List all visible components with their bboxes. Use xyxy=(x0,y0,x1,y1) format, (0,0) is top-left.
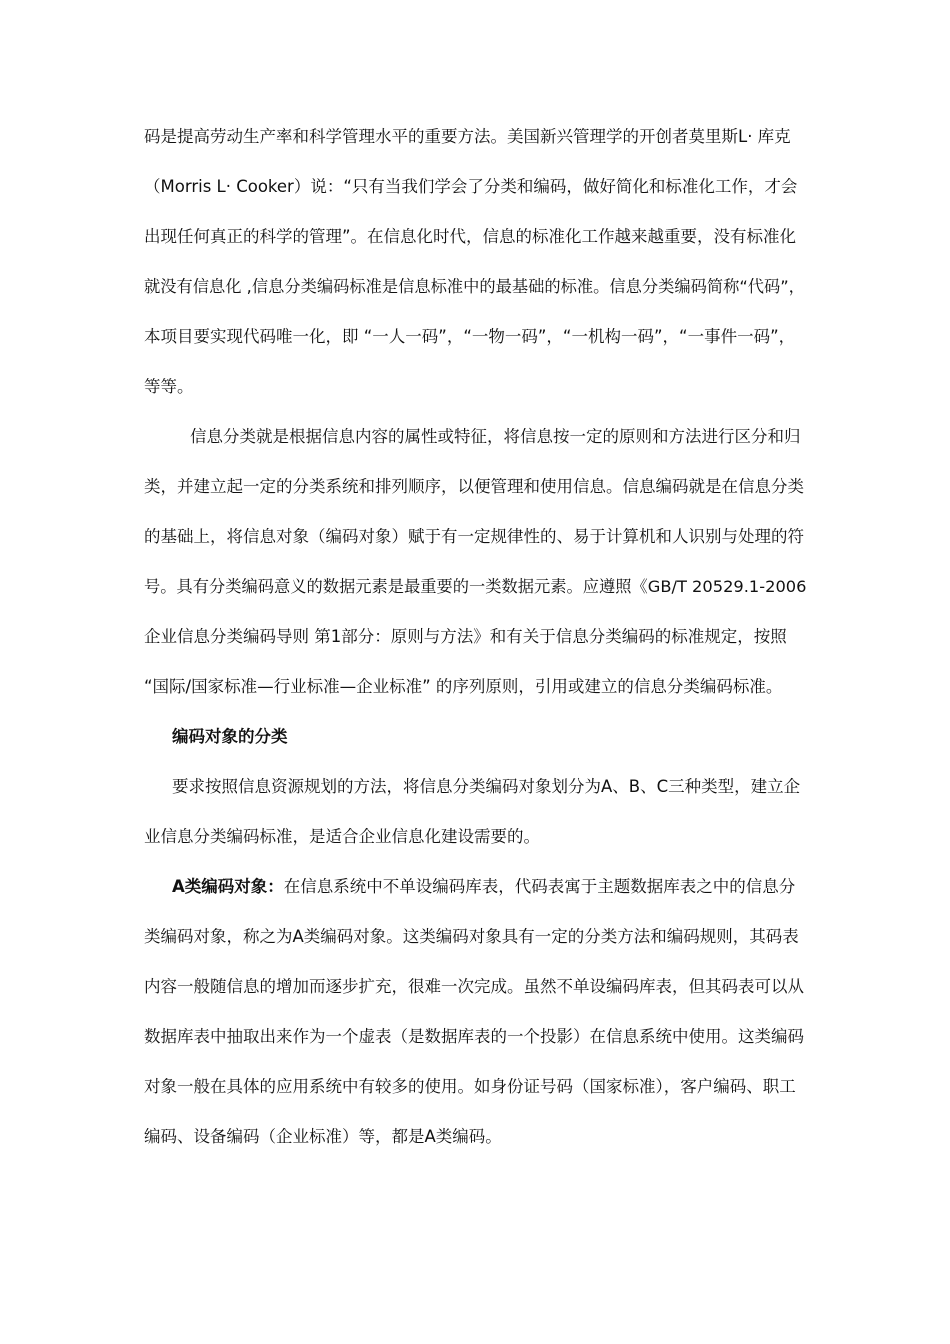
para2-line-5: 企业信息分类编码导则 第1部分：原则与方法》和有关于信息分类编码的标准规定，按照 xyxy=(144,627,787,646)
para2-line-2: 类，并建立起一定的分类系统和排列顺序，以便管理和使用信息。信息编码就是在信息分类 xyxy=(144,477,804,496)
para1-line-3: 出现任何真正的科学的管理”。在信息化时代，信息的标准化工作越来越重要，没有标准化 xyxy=(144,227,797,246)
para4-line-6: 编码、设备编码（企业标准）等，都是A类编码。 xyxy=(144,1127,502,1146)
para4-line-3: 内容一般随信息的增加而逐步扩充，很难一次完成。虽然不单设编码库表，但其码表可以从 xyxy=(144,977,804,996)
para1-line-1: 码是提高劳动生产率和科学管理水平的重要方法。美国新兴管理学的开创者莫里斯L· 库克 xyxy=(144,127,791,146)
para1-line-4: 就没有信息化 ,信息分类编码标准是信息标准中的最基础的标准。信息分类编码简称“代码”， xyxy=(144,277,805,296)
para4-line-4: 数据库表中抽取出来作为一个虚表（是数据库表的一个投影）在信息系统中使用。这类编码 xyxy=(144,1027,804,1046)
para4-line-2: 类编码对象，称之为A类编码对象。这类编码对象具有一定的分类方法和编码规则，其码表 xyxy=(144,927,799,946)
para3-line-2: 业信息分类编码标准，是适合企业信息化建设需要的。 xyxy=(144,827,540,846)
para4-lead-term: A类编码对象： xyxy=(172,877,284,896)
para1-line-6: 等等。 xyxy=(144,377,194,396)
para4-line-5: 对象一般在具体的应用系统中有较多的使用。如身份证号码（国家标准），客户编码、职工 xyxy=(144,1077,796,1096)
para1-line-5: 本项目要实现代码唯一化，即 “一人一码”，“一物一码”，“一机构一码”，“一事件一码”， xyxy=(144,327,796,346)
para2-line-1: 信息分类就是根据信息内容的属性或特征，将信息按一定的原则和方法进行区分和归 xyxy=(190,427,801,446)
para2-line-3: 的基础上，将信息对象（编码对象）赋于有一定规律性的、易于计算机和人识别与处理的符 xyxy=(144,527,804,546)
para2-line-6: “国际/国家标准—行业标准—企业标准” 的序列原则，引用或建立的信息分类编码标准。 xyxy=(144,677,783,696)
para3-line-1: 要求按照信息资源规划的方法，将信息分类编码对象划分为A、B、C三种类型，建立企 xyxy=(172,777,801,796)
para1-line-2: （Morris L· Cooker）说：“只有当我们学会了分类和编码，做好简化和标准化工作，才会 xyxy=(144,177,798,196)
section-heading: 编码对象的分类 xyxy=(172,727,288,746)
para2-line-4: 号。具有分类编码意义的数据元素是最重要的一类数据元素。应遵照《GB/T 20529.1-2006 xyxy=(144,577,807,596)
para4-line-1-text: 在信息系统中不单设编码库表，代码表寓于主题数据库表之中的信息分 xyxy=(283,877,796,896)
para4-line-1 xyxy=(172,875,812,899)
